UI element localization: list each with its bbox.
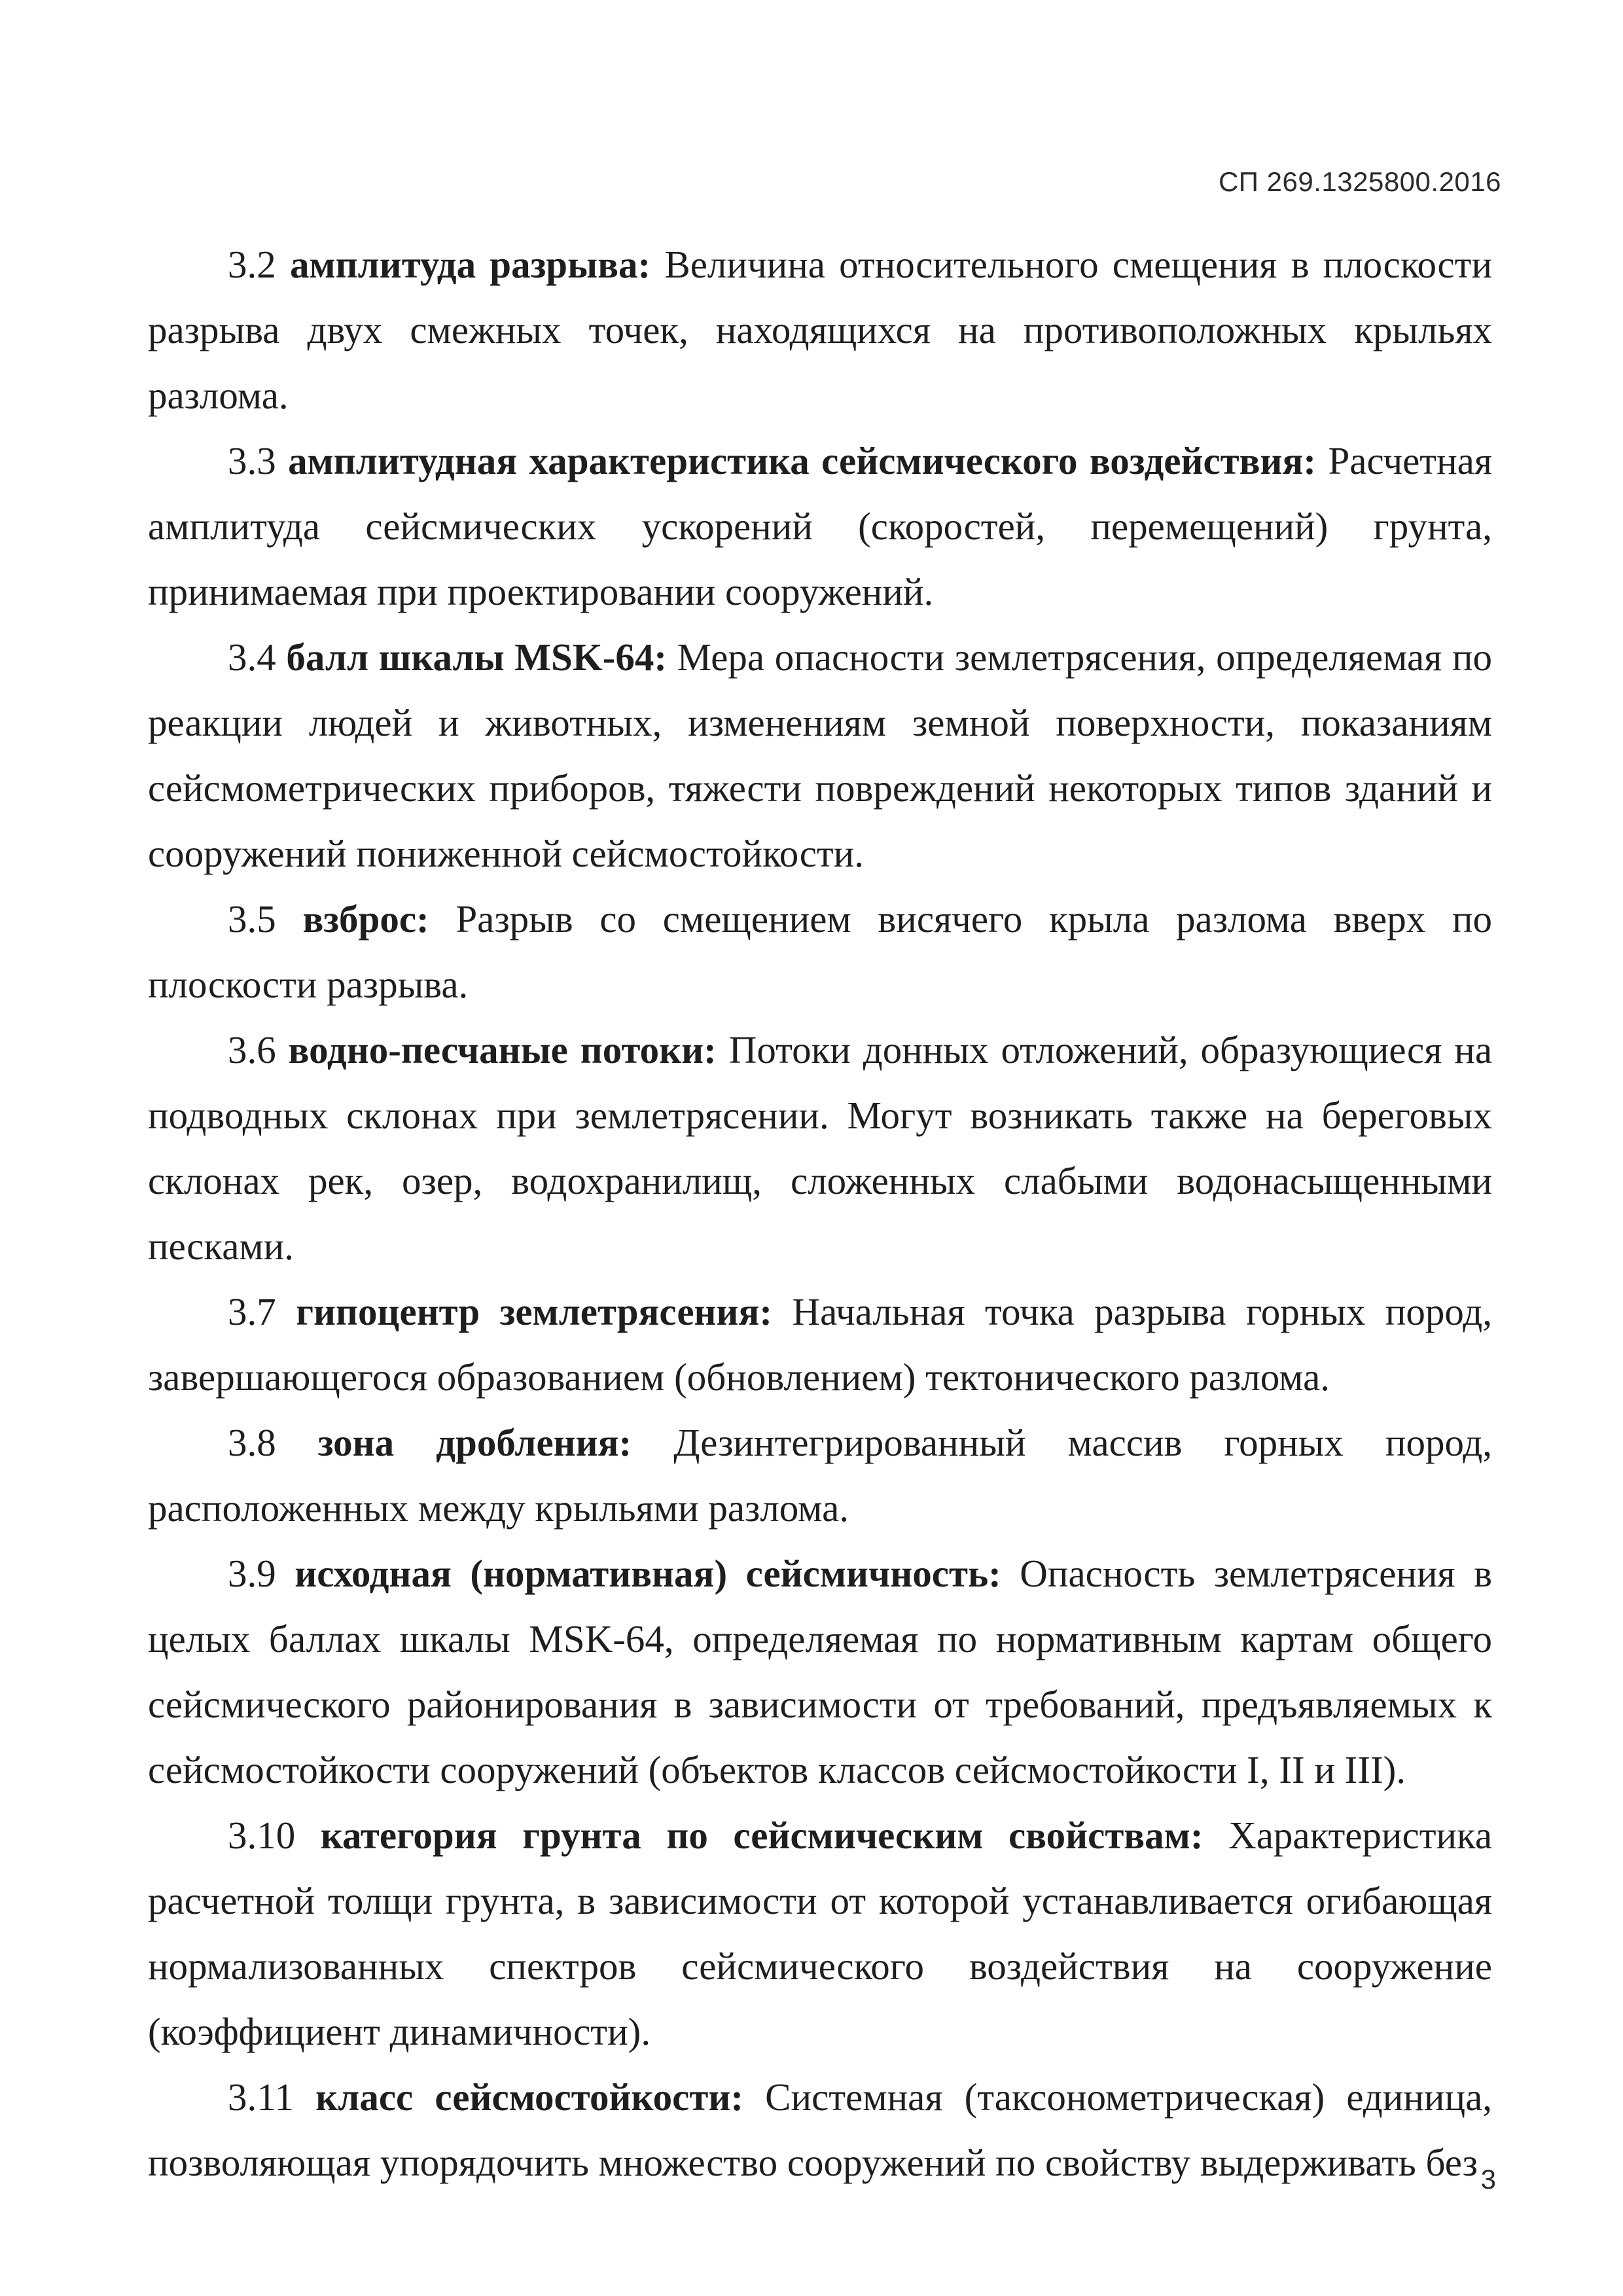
document-code: СП 269.1325800.2016 — [1218, 166, 1501, 197]
term-name: водно-песчаные потоки: — [288, 1028, 717, 1071]
term-3-3 — [148, 428, 1492, 624]
term-name: амплитудная характеристика сейсмического воздействия: — [288, 439, 1317, 482]
term-definition: Мера опасности землетрясения, определяемая по реакции людей и животных, изменениям земной поверхности, показаниям сейсмометрических приборов, тяжести повреждений некоторых типов зданий и сооружений пониженной сейсмостойкости. — [148, 636, 1492, 875]
term-definition: Величина относительного смещения в плоскости разрыва двух смежных точек, находящихся на противоположных крыльях разлома. — [148, 243, 1493, 417]
term-name: категория грунта по сейсмическим свойствам: — [320, 1814, 1204, 1857]
document-body — [148, 232, 1492, 2195]
term-number: 3.4 — [228, 636, 276, 679]
term-number: 3.8 — [228, 1421, 276, 1464]
term-definition: Расчетная амплитуда сейсмических ускорений (скоростей, перемещений) грунта, принимаемая при проектировании сооружений. — [148, 439, 1492, 613]
term-number: 3.2 — [228, 243, 276, 286]
term-definition: Потоки донных отложений, образующиеся на подводных склонах при землетрясении. Могут возникать также на береговых склонах рек, озер, водохранилищ, сложенных слабыми водонасыщенными песками. — [148, 1028, 1493, 1268]
page-number: 3 — [1480, 2164, 1496, 2195]
term-number: 3.6 — [228, 1028, 276, 1071]
term-number: 3.9 — [228, 1552, 276, 1595]
term-name: взброс: — [302, 897, 429, 941]
term-name: исходная (нормативная) сейсмичность: — [294, 1552, 1001, 1595]
term-definition: Дезинтегрированный массив горных пород, расположенных между крыльями разлома. — [148, 1421, 1493, 1530]
term-name: амплитуда разрыва: — [289, 243, 651, 286]
term-definition: Разрыв со смещением висячего крыла разлома вверх по плоскости разрыва. — [148, 897, 1492, 1006]
term-definition: Характеристика расчетной толщи грунта, в зависимости от которой устанавливается огибающая нормализованных спектров сейсмического воздействия на сооружение (коэффициент динамичности). — [148, 1814, 1493, 2053]
term-3-8 — [148, 1410, 1492, 1541]
term-name: балл шкалы MSK-64: — [286, 636, 667, 679]
term-3-4 — [148, 624, 1492, 886]
term-number: 3.3 — [228, 439, 276, 482]
term-3-5 — [148, 886, 1492, 1017]
term-3-11 — [148, 2064, 1492, 2195]
term-number: 3.7 — [228, 1290, 276, 1333]
term-3-10 — [148, 1803, 1492, 2064]
term-name: класс сейсмостойкости: — [315, 2075, 743, 2119]
term-definition: Начальная точка разрыва горных пород, завершающегося образованием (обновлением) тектонического разлома. — [148, 1290, 1493, 1399]
term-definition: Системная (таксонометрическая) единица, позволяющая упорядочить множество сооружений по свойству выдерживать без — [148, 2075, 1493, 2184]
term-name: зона дробления: — [317, 1421, 632, 1464]
term-3-6 — [148, 1017, 1492, 1279]
term-3-9 — [148, 1541, 1492, 1803]
term-3-7 — [148, 1279, 1492, 1410]
term-3-2 — [148, 232, 1492, 428]
term-name: гипоцентр землетрясения: — [296, 1290, 773, 1333]
term-number: 3.11 — [228, 2075, 294, 2119]
term-number: 3.5 — [228, 897, 276, 941]
term-number: 3.10 — [228, 1814, 296, 1857]
term-definition: Опасность землетрясения в целых баллах шкалы MSK-64, определяемая по нормативным картам общего сейсмического районирования в зависимости от требований, предъявляемых к сейсмостойкости сооружений (объектов классов сейсмостойкости I, II и III). — [148, 1552, 1493, 1791]
